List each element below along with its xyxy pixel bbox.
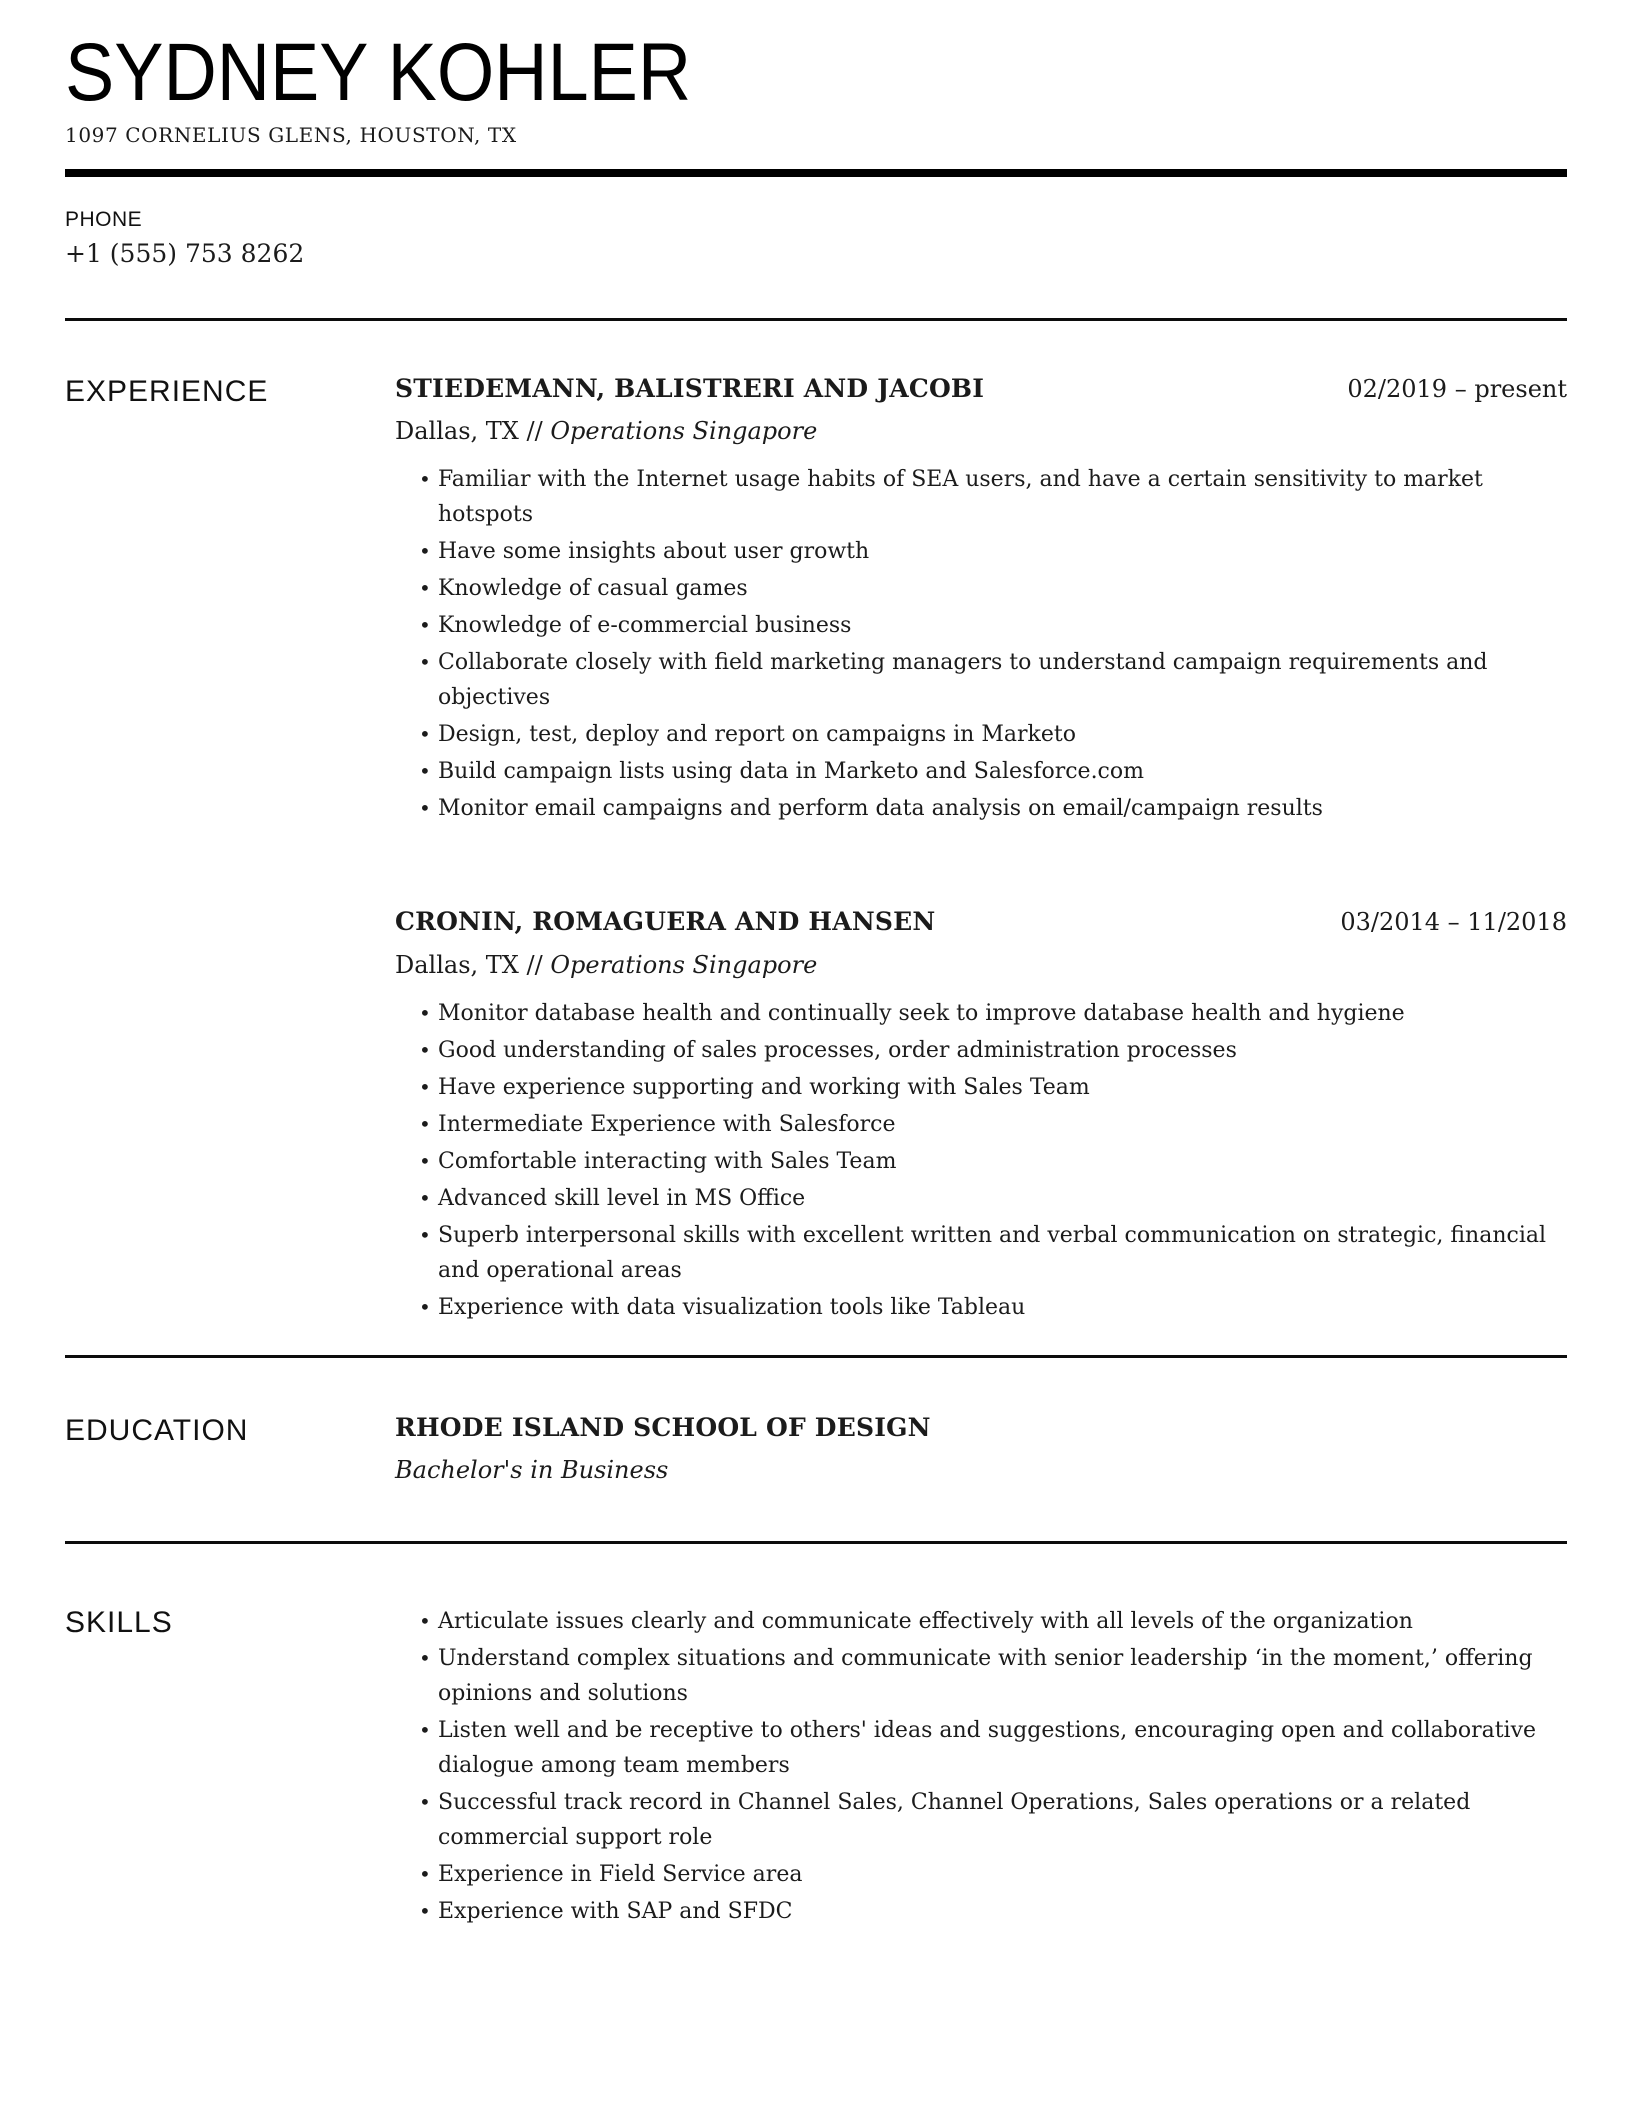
bullet-item: • Articulate issues clearly and communicate effectively with all levels of the organization — [395, 1604, 1567, 1639]
resume-name: SYDNEY KOHLER — [65, 27, 692, 118]
bullet-item: • Listen well and be receptive to others' ideas and suggestions, encouraging open and collaborative dialogue among team members — [395, 1713, 1567, 1783]
bullet-item: • Have some insights about user growth — [395, 534, 1567, 569]
section-divider — [65, 318, 1567, 321]
resume-page — [0, 27, 1632, 2128]
bullet-item: • Monitor database health and continually seek to improve database health and hygiene — [395, 996, 1567, 1031]
job-location: Dallas, TX — [395, 950, 519, 979]
job-dates: 02/2019 – present — [1347, 375, 1567, 404]
bullet-item: • Experience in Field Service area — [395, 1857, 1567, 1892]
bullet-item: • Monitor email campaigns and perform data analysis on email/campaign results — [395, 791, 1567, 826]
education-content — [395, 1412, 1567, 1485]
skills-content — [395, 1604, 1567, 1931]
bullet-item: • Have experience supporting and working with Sales Team — [395, 1070, 1567, 1105]
section-experience — [65, 373, 1567, 1327]
bullet-item: • Intermediate Experience with Salesforce — [395, 1107, 1567, 1142]
bullet-item: • Collaborate closely with field marketing managers to understand campaign requirements and objectives — [395, 645, 1567, 715]
job-entry-1 — [395, 373, 1567, 826]
bullet-item: • Advanced skill level in MS Office — [395, 1181, 1567, 1216]
job-dates: 03/2014 – 11/2018 — [1340, 908, 1567, 937]
bullet-item: • Knowledge of casual games — [395, 571, 1567, 606]
experience-content — [395, 373, 1567, 1327]
bullet-item: • Experience with SAP and SFDC — [395, 1894, 1567, 1929]
phone-label: PHONE — [65, 208, 143, 232]
job-location-role — [395, 950, 1567, 980]
bullet-item: • Successful track record in Channel Sales, Channel Operations, Sales operations or a related commercial support role — [395, 1785, 1567, 1855]
job-location: Dallas, TX — [395, 417, 519, 446]
header-rule — [65, 169, 1567, 177]
job-company: CRONIN, ROMAGUERA AND HANSEN — [395, 907, 936, 937]
job-role: Operations Singapore — [550, 950, 818, 979]
job-location-role — [395, 416, 1567, 446]
phone-value: +1 (555) 753 8262 — [65, 238, 305, 268]
bullet-item: • Familiar with the Internet usage habits of SEA users, and have a certain sensitivity to market hotspots — [395, 462, 1567, 532]
bullet-item: • Comfortable interacting with Sales Team — [395, 1144, 1567, 1179]
section-education — [65, 1412, 1567, 1485]
contact-block — [65, 207, 1567, 270]
section-label-experience: EXPERIENCE — [65, 375, 269, 409]
skills-bullet-list — [395, 1604, 1567, 1929]
bullet-item: • Build campaign lists using data in Marketo and Salesforce.com — [395, 754, 1567, 789]
bullet-item: • Experience with data visualization tools like Tableau — [395, 1290, 1567, 1325]
bullet-item: • Knowledge of e-commercial business — [395, 608, 1567, 643]
job-header — [395, 906, 1567, 937]
job-bullet-list — [395, 462, 1567, 826]
education-degree: Bachelor's in Business — [395, 1455, 669, 1484]
section-label-education: EDUCATION — [65, 1413, 249, 1447]
bullet-item: • Superb interpersonal skills with excellent written and verbal communication on strategic, financial and operational areas — [395, 1218, 1567, 1288]
bullet-item: • Design, test, deploy and report on campaigns in Marketo — [395, 717, 1567, 752]
education-school: RHODE ISLAND SCHOOL OF DESIGN — [395, 1412, 931, 1442]
section-divider — [65, 1355, 1567, 1358]
job-bullet-list — [395, 996, 1567, 1325]
job-company: STIEDEMANN, BALISTRERI AND JACOBI — [395, 374, 985, 404]
job-separator: // — [526, 417, 543, 446]
job-entry-2 — [395, 906, 1567, 1324]
job-separator: // — [526, 950, 543, 979]
section-divider — [65, 1541, 1567, 1544]
section-skills — [65, 1604, 1567, 1931]
section-label-skills: SKILLS — [65, 1605, 173, 1639]
job-role: Operations Singapore — [550, 417, 818, 446]
bullet-item: • Good understanding of sales processes, order administration processes — [395, 1033, 1567, 1068]
resume-address: 1097 CORNELIUS GLENS, HOUSTON, TX — [65, 123, 517, 148]
job-header — [395, 373, 1567, 404]
bullet-item: • Understand complex situations and communicate with senior leadership ‘in the moment,’ offering opinions and solutions — [395, 1641, 1567, 1711]
